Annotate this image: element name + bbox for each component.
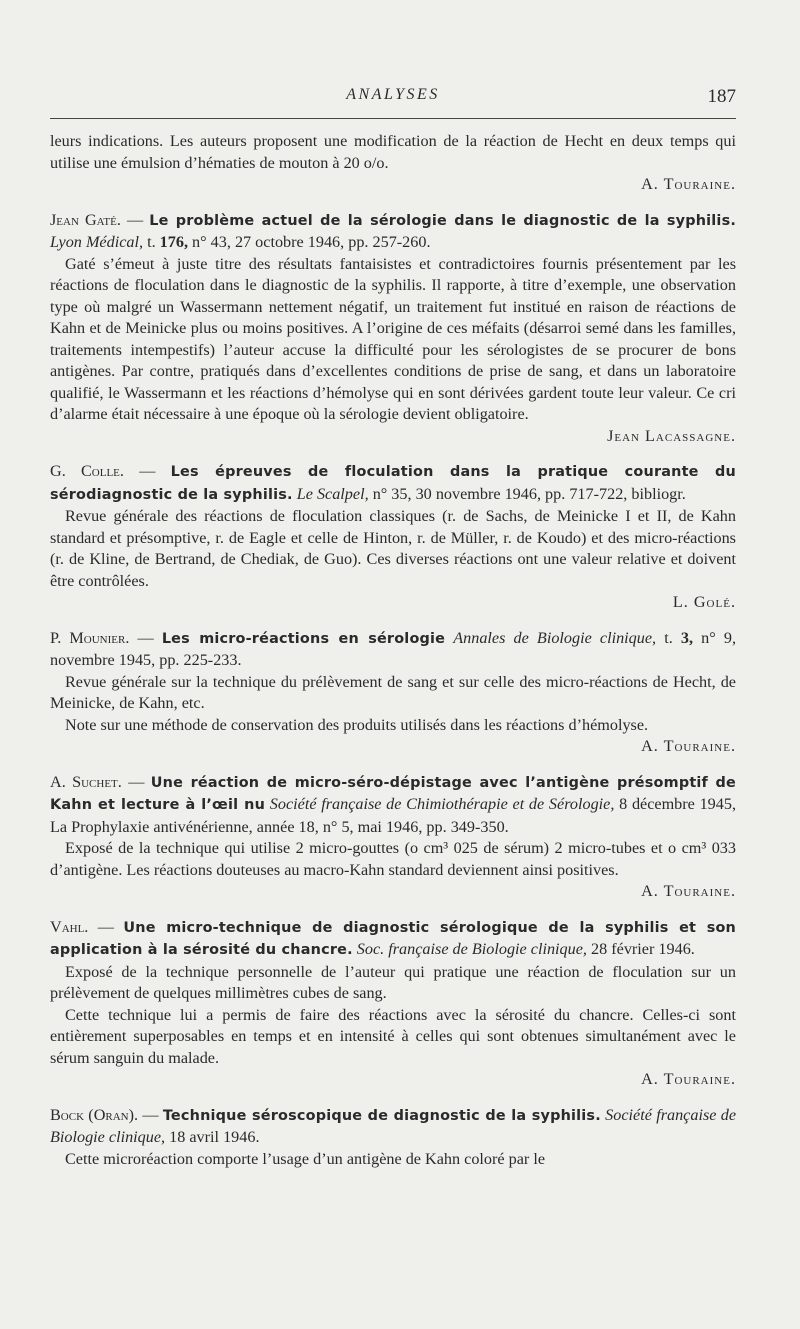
reviewer-signature: Jean Lacassagne. <box>607 426 736 445</box>
citation-author: Vahl. <box>50 917 89 936</box>
citation-details: 18 avril 1946. <box>165 1128 260 1146</box>
abstract-entry <box>50 461 736 614</box>
intro-paragraph: leurs indications. Les auteurs proposent une modification de la réaction de Hecht en deux temps qui utilise une émulsion d’hématies de mouton à 20 o/o. <box>50 132 736 172</box>
citation: Vahl. — Une micro-technique de diagnostic sérologique de la syphilis et son application à la sérosité du chancre. Soc. française de Biologie clinique, 28 février 1946. <box>50 917 736 958</box>
running-title: ANALYSES <box>346 86 440 103</box>
intro-signature: A. Touraine. <box>641 175 736 193</box>
citation-volume: 3, <box>680 628 694 647</box>
citation-author: A. Suchet. <box>50 772 122 791</box>
abstract-entry <box>50 772 736 903</box>
abstract-paragraph: Cette microréaction comporte l’usage d’un antigène de Kahn coloré par le <box>65 1149 546 1168</box>
abstract-paragraph: Revue générale sur la technique du prélèvement de sang et sur celle des micro-réactions de Hecht, de Meinicke, de Kahn, etc. <box>50 672 736 712</box>
citation-author: P. Mounier. <box>50 628 130 647</box>
abstract-entry <box>50 210 736 448</box>
abstract-paragraph: Gaté s’émeut à juste titre des résultats fantaisistes et contradictoires fournis présentement par les réactions de floculation dans le diagnostic de la syphilis. Il rapporte, à titre d’exemple, une observation type où malgré un Wassermann nettement négatif, un traitement fut institué en raison de réactions de Kahn et de Meinicke plus ou moins positives. A l’origine de ces méfaits (désarroi semé dans les familles, traitements intempestifs) l’auteur accuse la difficulté pour les sérologistes de se procurer de bons antigènes. Par contre, pratiqués dans d’excellentes conditions de prise de sang, et dans un laboratoire qualifié, le Wassermann et les réactions d’hémolyse qui en sont dérivées gardent toute leur valeur. Ce cri d’alarme était nécessaire à une époque où la sérologie devient obligatoire. <box>50 254 736 423</box>
intro-continuation <box>50 131 736 196</box>
citation: Jean Gaté. — Le problème actuel de la sérologie dans le diagnostic de la syphilis. Lyon Médical, t. 176, n° 43, 27 octobre 1946, pp. 257-260. <box>50 210 736 251</box>
citation-details: n° 9, novembre 1945, pp. 225-233. <box>50 628 736 669</box>
citation-source: Annales de Biologie clinique, <box>453 628 657 647</box>
abstract-paragraph: Note sur une méthode de conservation des produits utilisés dans les réactions d’hémolyse. <box>65 715 649 734</box>
citation: A. Suchet. — Une réaction de micro-séro-dépistage avec l’antigène présomptif de Kahn et lecture à l’œil nu Société française de Chimiothérapie et de Sérologie, 8 décembre 1945, La Prophylaxie antivénérienne, année 18, n° 5, mai 1946, pp. 349-350. <box>50 772 736 836</box>
citation-details: 8 décembre 1945, La Prophylaxie antivénérienne, année 18, n° 5, mai 1946, pp. 349-350. <box>50 795 736 836</box>
citation-author: Bock (Oran). <box>50 1105 139 1124</box>
citation-source: Le Scalpel, <box>296 484 369 503</box>
citation-author: Jean Gaté. <box>50 210 121 229</box>
citation: P. Mounier. — Les micro-réactions en sérologie Annales de Biologie clinique, t. 3, n° 9, novembre 1945, pp. 225-233. <box>50 628 736 669</box>
abstract-paragraph: Revue générale des réactions de floculation classiques (r. de Sachs, de Meinicke I et II, de Kahn standard et présomptive, r. de Eagle et celle de Hinton, r. de Müller, r. de Koudo) et des micro-réactions (r. de Kline, de Bertrand, de Chediak, de Guo). Ces diverses réactions ont une valeur relative et doivent être contrôlées. <box>50 507 736 590</box>
reviewer-signature: A. Touraine. <box>641 1070 736 1088</box>
reviewer-signature: A. Touraine. <box>641 882 736 900</box>
abstract-entry <box>50 1105 736 1171</box>
citation-volume-prefix: t. <box>656 628 681 647</box>
citation: G. Colle. — Les épreuves de floculation dans la pratique courante du sérodiagnostic de la syphilis. Le Scalpel, n° 35, 30 novembre 1946, pp. 717-722, bibliogr. <box>50 462 736 503</box>
citation-source: Société française de Biologie clinique, <box>50 1105 737 1146</box>
abstract-entry <box>50 628 736 758</box>
citation-title: Le problème actuel de la sérologie dans le diagnostic de la syphilis. <box>149 212 736 229</box>
citation-volume-prefix: t. <box>143 233 160 251</box>
abstract-paragraph: Cette technique lui a permis de faire des réactions avec la sérosité du chancre. Celles-ci sont entièrement superposables en temps et en intensité à celles qui sont obtenues simultanément avec le sérum sanguin du malade. <box>50 1005 736 1067</box>
running-header <box>50 86 736 112</box>
abstract-entry <box>50 917 736 1091</box>
citation-title: Technique séroscopique de diagnostic de la syphilis. <box>162 1107 601 1124</box>
citation-title: Une réaction de micro-séro-dépistage avec l’antigène présomptif de Kahn et lecture à l’œil nu <box>50 774 736 813</box>
citation-details: n° 35, 30 novembre 1946, pp. 717-722, bibliogr. <box>368 484 686 503</box>
citation: Bock (Oran). — Technique séroscopique de diagnostic de la syphilis. Société française de Biologie clinique, 18 avril 1946. <box>50 1105 737 1146</box>
page-body <box>50 131 736 1170</box>
citation-volume: 176, <box>159 233 188 251</box>
citation-title: Une micro-technique de diagnostic sérologique de la syphilis et son application à la sérosité du chancre. <box>50 919 736 958</box>
abstract-paragraph: Exposé de la technique qui utilise 2 micro-gouttes (o cm³ 025 de sérum) 2 micro-tubes et o cm³ 033 d’antigène. Les réactions douteuses au macro-Kahn standard deviennent ainsi positives. <box>50 839 736 879</box>
citation-title: Les épreuves de floculation dans la pratique courante du sérodiagnostic de la syphilis. <box>50 464 736 503</box>
reviewer-signature: A. Touraine. <box>641 737 736 755</box>
reviewer-signature: L. Golé. <box>672 593 736 611</box>
citation-author: G. Colle. <box>50 462 124 480</box>
citation-source: Soc. française de Biologie clinique, <box>356 940 587 958</box>
citation-source: Société française de Chimiothérapie et de Sérologie, <box>269 795 615 813</box>
page-number: 187 <box>707 86 736 107</box>
citation-details: n° 43, 27 octobre 1946, pp. 257-260. <box>188 233 431 251</box>
citation-details: 28 février 1946. <box>586 940 695 958</box>
abstract-paragraph: Exposé de la technique personnelle de l’auteur qui pratique une réaction de floculation sur un prélèvement de quelques millimètres cubes de sang. <box>50 962 736 1002</box>
citation-source: Lyon Médical, <box>50 233 144 251</box>
citation-title: Les micro-réactions en sérologie <box>161 630 446 647</box>
abstract-list <box>50 210 736 1171</box>
header-rule <box>50 118 736 119</box>
